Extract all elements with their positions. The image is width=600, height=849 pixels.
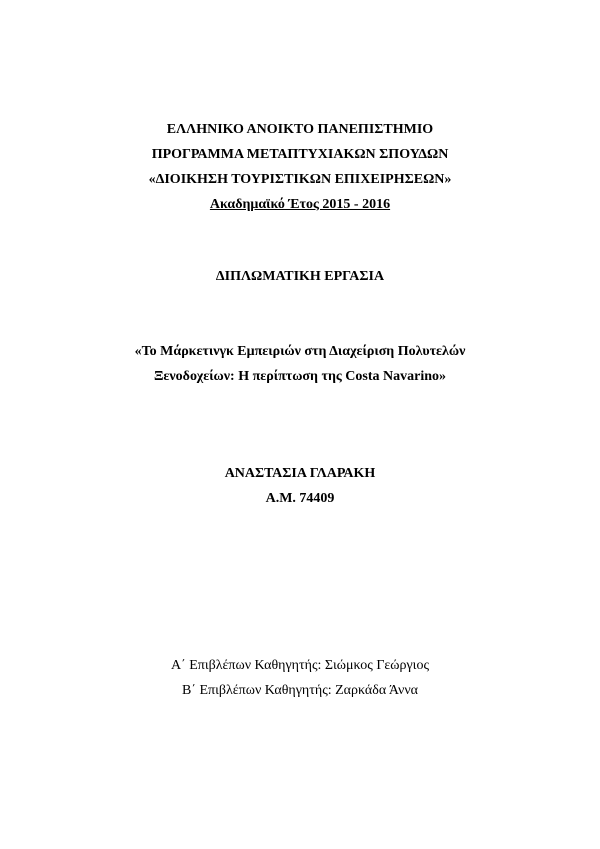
first-supervisor: Α΄ Επιβλέπων Καθηγητής: Σιώμκος Γεώργιος bbox=[170, 658, 429, 673]
academic-year: Ακαδημαϊκό Έτος 2015 - 2016 bbox=[209, 197, 391, 212]
specialization-name: «ΔΙΟΙΚΗΣΗ ΤΟΥΡΙΣΤΙΚΩΝ ΕΠΙΧΕΙΡΗΣΕΩΝ» bbox=[148, 172, 452, 187]
student-id: Α.Μ. 74409 bbox=[265, 491, 335, 506]
document-type: ΔΙΠΛΩΜΑΤΙΚΗ ΕΡΓΑΣΙΑ bbox=[215, 269, 385, 284]
second-supervisor: Β΄ Επιβλέπων Καθηγητής: Ζαρκάδα Άννα bbox=[182, 683, 418, 698]
thesis-title-line-2: Ξενοδοχείων: Η περίπτωση της Costa Navarino» bbox=[153, 369, 447, 384]
university-name: ΕΛΛΗΝΙΚΟ ΑΝΟΙΚΤΟ ΠΑΝΕΠΙΣΤΗΜΙΟ bbox=[166, 122, 434, 137]
program-name: ΠΡΟΓΡΑΜΜΑ ΜΕΤΑΠΤΥΧΙΑΚΩΝ ΣΠΟΥΔΩΝ bbox=[151, 147, 449, 162]
thesis-title-line-1: «Το Μάρκετινγκ Εμπειριών στη Διαχείριση Πολυτελών bbox=[134, 344, 466, 359]
author-name: ΑΝΑΣΤΑΣΙΑ ΓΛΑΡΑΚΗ bbox=[224, 466, 376, 481]
